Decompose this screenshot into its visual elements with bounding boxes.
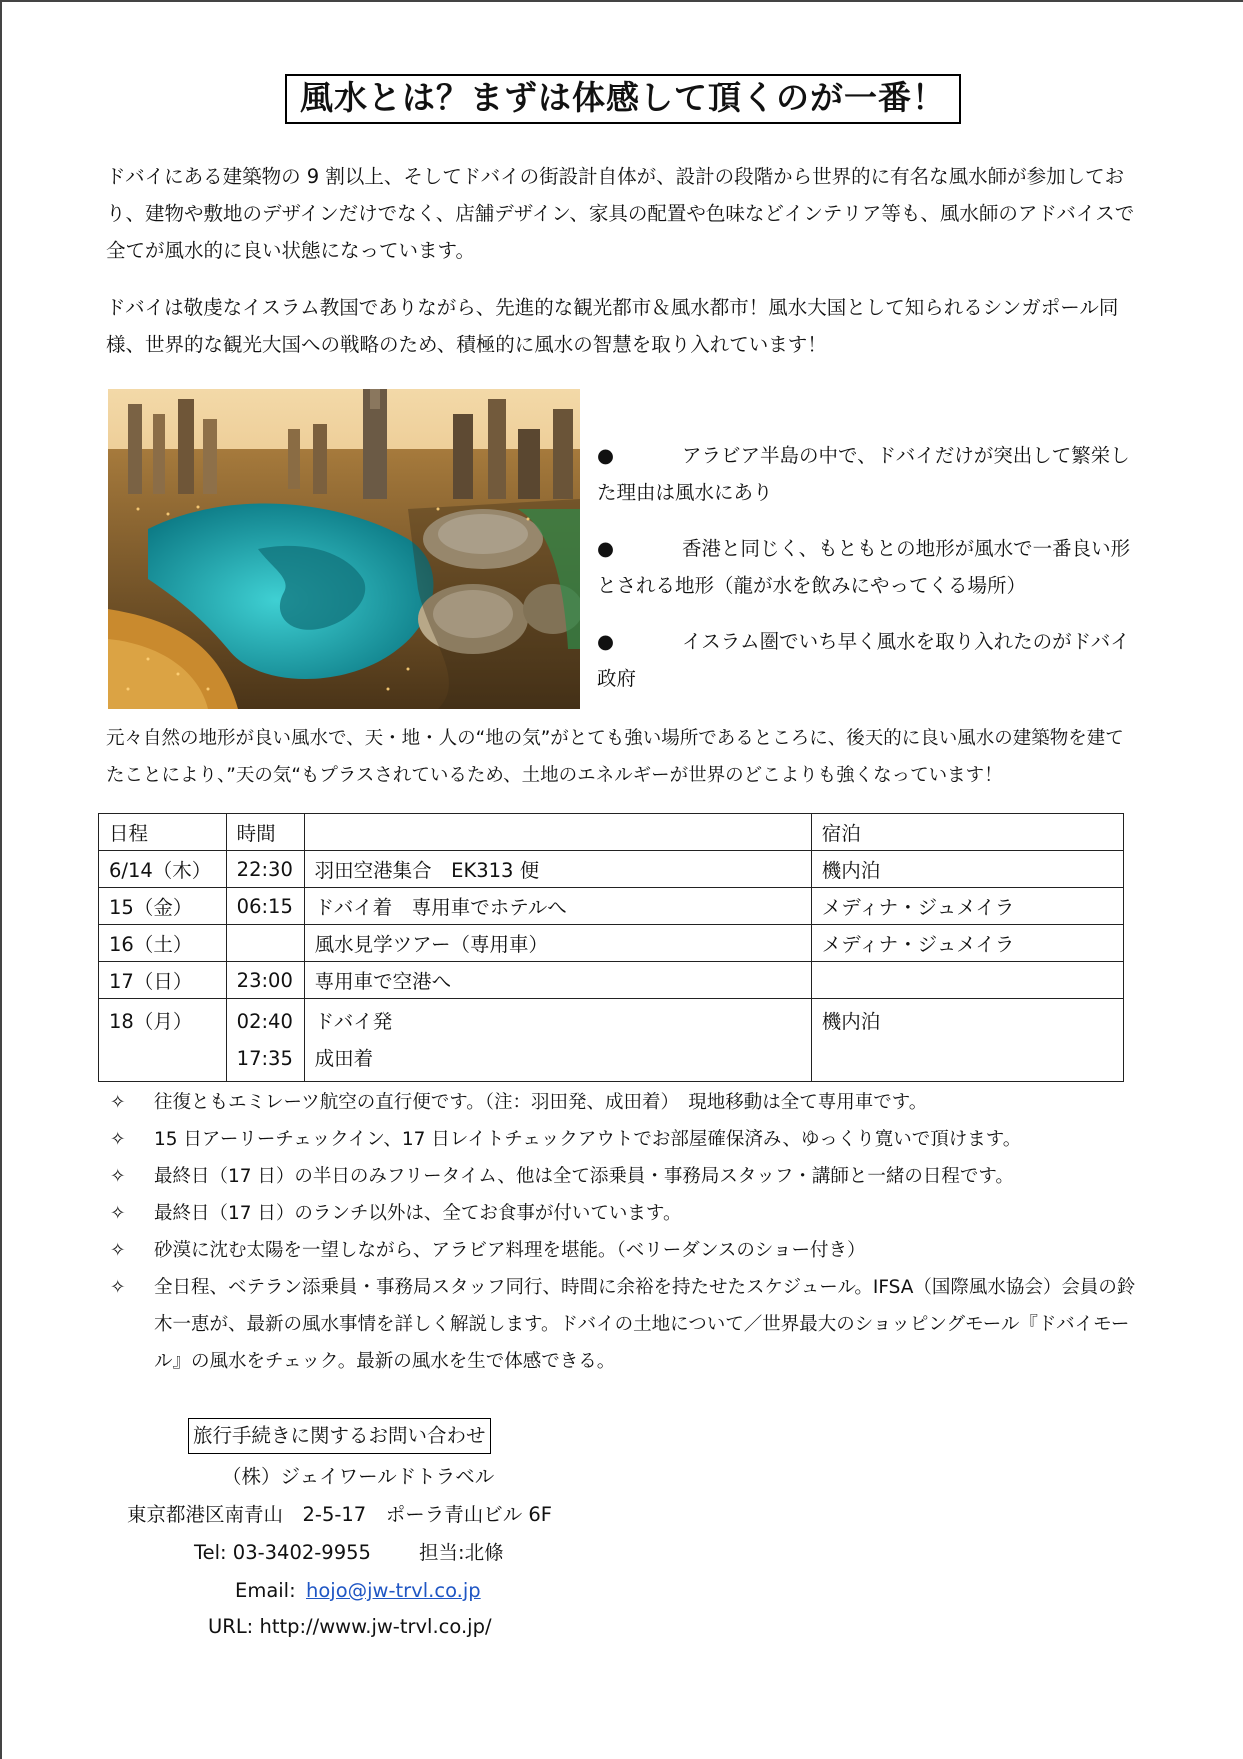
bullet-text: アラビア半島の中で、ドバイだけが突出して繁栄した理由は風水にあり	[597, 444, 1130, 504]
header-time: 時間	[226, 814, 304, 851]
dubai-aerial-photo	[108, 389, 580, 709]
company-address: 東京都港区南青山 2-5-17 ポーラ青山ビル 6F	[127, 1503, 553, 1526]
schedule-table	[98, 813, 1124, 1082]
note-text: 最終日（17 日）の半日のみフリータイム、他は全て添乗員・事務局スタッフ・講師と一緒の日程です。	[154, 1166, 1014, 1187]
bullet-text: イスラム圏でいち早く風水を取り入れたのがドバイ政府	[597, 630, 1130, 690]
list-item	[597, 437, 1137, 511]
cell-detail: 羽田空港集合 EK313 便	[304, 851, 811, 888]
list-item	[106, 1084, 1146, 1121]
detail-line: ドバイ発	[314, 1010, 393, 1033]
company-name: （株）ジェイワールドトラベル	[222, 1465, 495, 1488]
note-text: 往復ともエミレーツ航空の直行便です。（注：羽田発、成田着） 現地移動は全て専用車です。	[154, 1092, 928, 1113]
cell-date: 18（月）	[99, 999, 227, 1082]
contact-tel: Tel: 03-3402-9955	[194, 1541, 371, 1564]
detail-line: 成田着	[314, 1047, 374, 1070]
cell-time: 22:30	[226, 851, 304, 888]
contact-person: 担当:北條	[419, 1541, 504, 1564]
notes-list	[106, 1084, 1146, 1380]
email-link[interactable]: hojo@jw-trvl.co.jp	[306, 1579, 481, 1602]
list-item	[597, 623, 1137, 697]
cell-time: 06:15	[226, 888, 304, 925]
cell-stay: 機内泊	[811, 999, 1123, 1082]
cell-date: 16（土）	[99, 925, 227, 962]
cell-detail: ドバイ着 専用車でホテルへ	[304, 888, 811, 925]
summary-paragraph: 元々自然の地形が良い風水で、天・地・人の“地の気”がとても強い場所であるところに、後天的に良い風水の建築物を建てたことにより、”天の気“もプラスされているため、土地のエネルギーが世界のどこよりも強くなっています！	[106, 728, 1124, 786]
email-label: Email:	[235, 1579, 296, 1602]
sparkle-icon: ✧	[110, 1203, 126, 1224]
list-item	[597, 530, 1137, 604]
cell-detail: 風水見学ツアー（専用車）	[304, 925, 811, 962]
feature-bullet-list	[597, 437, 1137, 716]
cell-time	[226, 925, 304, 962]
note-text: 15 日アーリーチェックイン、17 日レイトチェックアウトでお部屋確保済み、ゆっくり寛いで頂けます。	[154, 1129, 1022, 1150]
cell-stay: メディナ・ジュメイラ	[811, 925, 1123, 962]
table-header-row	[99, 814, 1124, 851]
time-line: 17:35	[236, 1047, 293, 1070]
list-item	[106, 1195, 1146, 1232]
bullet-mark: ●	[597, 630, 615, 653]
note-text: 全日程、ベテラン添乗員・事務局スタッフ同行、時間に余裕を持たせたスケジュール。IFSA（国際風水協会）会員の鈴木一恵が、最新の風水事情を詳しく解説します。ドバイの土地について／世界最大のショッピングモール『ドバイモール』の風水をチェック。最新の風水を生で体感できる。	[154, 1277, 1136, 1372]
cell-detail: 専用車で空港へ	[304, 962, 811, 999]
list-item	[106, 1269, 1146, 1380]
cell-date: 6/14（木）	[99, 851, 227, 888]
note-text: 砂漠に沈む太陽を一望しながら、アラビア料理を堪能。（ベリーダンスのショー付き）	[154, 1240, 866, 1261]
cell-stay	[811, 962, 1123, 999]
cell-detail	[304, 999, 811, 1082]
table-row	[99, 888, 1124, 925]
sparkle-icon: ✧	[110, 1277, 126, 1298]
sparkle-icon: ✧	[110, 1129, 126, 1150]
table-row	[99, 851, 1124, 888]
list-item	[106, 1232, 1146, 1269]
cell-stay: メディナ・ジュメイラ	[811, 888, 1123, 925]
bullet-mark: ●	[597, 444, 615, 467]
header-date: 日程	[99, 814, 227, 851]
cell-date: 15（金）	[99, 888, 227, 925]
table-row	[99, 925, 1124, 962]
website-url[interactable]: URL: http://www.jw-trvl.co.jp/	[208, 1615, 492, 1638]
sparkle-icon: ✧	[110, 1166, 126, 1187]
dubai-cityscape-illustration	[108, 389, 580, 709]
cell-stay: 機内泊	[811, 851, 1123, 888]
note-text: 最終日（17 日）のランチ以外は、全てお食事が付いています。	[154, 1203, 682, 1224]
cell-date: 17（日）	[99, 962, 227, 999]
page-title: 風水とは？まずは体感して頂くのが一番！	[285, 74, 961, 124]
sparkle-icon: ✧	[110, 1240, 126, 1261]
bullet-mark: ●	[597, 537, 615, 560]
sparkle-icon: ✧	[110, 1092, 126, 1113]
cell-time: 23:00	[226, 962, 304, 999]
list-item	[106, 1158, 1146, 1195]
table-row	[99, 962, 1124, 999]
time-line: 02:40	[236, 1010, 293, 1033]
intro-paragraph-1: ドバイにある建築物の 9 割以上、そしてドバイの街設計自体が、設計の段階から世界的に有名な風水師が参加しており、建物や敷地のデザインだけでなく、店舗デザイン、家具の配置や色味などインテリア等も、風水師のアドバイスで全てが風水的に良い状態になっています。	[106, 165, 1135, 262]
header-stay: 宿泊	[811, 814, 1123, 851]
cell-time	[226, 999, 304, 1082]
table-row	[99, 999, 1124, 1082]
contact-heading: 旅行手続きに関するお問い合わせ	[188, 1418, 491, 1454]
list-item	[106, 1121, 1146, 1158]
intro-paragraph-2: ドバイは敬虔なイスラム教国でありながら、先進的な観光都市＆風水都市！風水大国として知られるシンガポール同様、世界的な観光大国への戦略のため、積極的に風水の智慧を取り入れています！	[106, 296, 1119, 356]
bullet-text: 香港と同じく、もともとの地形が風水で一番良い形とされる地形（龍が水を飲みにやってくる場所）	[597, 537, 1131, 597]
header-detail	[304, 814, 811, 851]
